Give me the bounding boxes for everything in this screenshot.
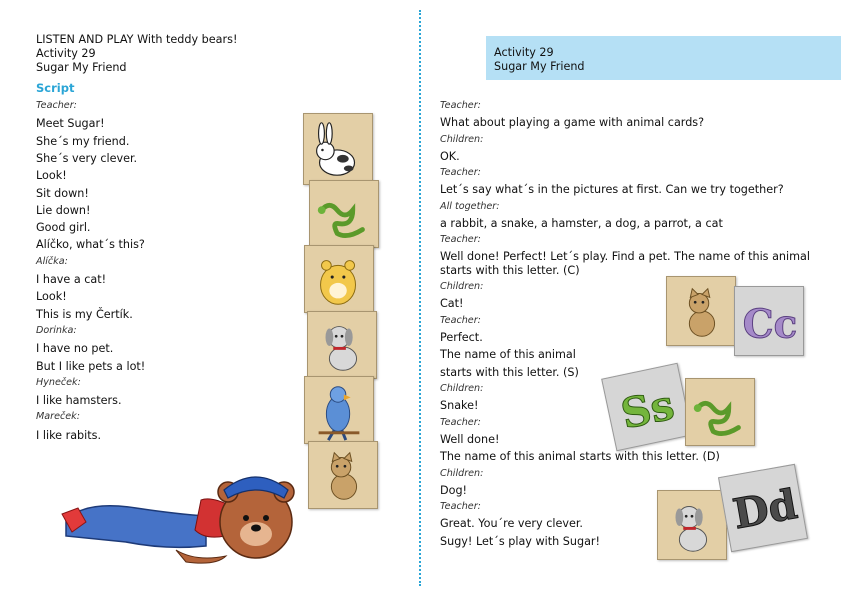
speaker-label: All together: — [440, 200, 500, 212]
letter-d-icon — [719, 465, 807, 551]
speaker-label: Children: — [440, 467, 484, 479]
speech-line: She´s very clever. — [36, 151, 138, 165]
letter-c-icon — [735, 287, 803, 355]
speech-line: This is my Čertík. — [36, 307, 133, 321]
snake-card-right — [685, 378, 755, 446]
speech-line: Meet Sugar! — [36, 117, 105, 131]
speech-line: Dog! — [440, 483, 468, 497]
speech-line: Let´s say what´s in the pictures at first. Can we try together? — [440, 183, 784, 196]
speech-line: What about playing a game with animal cards? — [440, 116, 705, 129]
cat-card-right — [666, 276, 736, 346]
speech-line: The name of this animal starts with this letter. (D) — [440, 450, 720, 463]
hamster-icon — [305, 246, 373, 312]
speech-line: starts with this letter. (C) — [440, 263, 580, 277]
snake-card — [309, 180, 379, 248]
left-header — [36, 33, 237, 75]
speech-line: I like hamsters. — [36, 394, 122, 408]
cat-card — [308, 441, 378, 509]
teddy-bear-illustration — [56, 470, 296, 570]
speaker-label: Teacher: — [440, 314, 481, 326]
activity-title: Sugar My Friend — [36, 61, 127, 74]
speaker-label: Teacher: — [440, 234, 481, 245]
speaker-label: Children: — [440, 281, 484, 292]
letter-c-card — [734, 286, 804, 356]
speech-line: Sit down! — [36, 186, 89, 200]
banner-activity-number: Activity 29 — [494, 46, 554, 59]
speech-line: Cat! — [440, 297, 464, 310]
book-title: LISTEN AND PLAY With teddy bears! — [36, 33, 238, 46]
speech-line: Alíčko, what´s this? — [36, 238, 145, 252]
svg-text:Ss: Ss — [616, 380, 679, 439]
dog-icon — [308, 312, 376, 378]
speech-line: Well done! Perfect! Let´s play. Find a pet. The name of this animal — [440, 250, 810, 263]
snake-icon — [310, 181, 378, 247]
parrot-icon — [305, 377, 373, 443]
rabbit-icon — [304, 114, 372, 184]
activity-number: Activity 29 — [36, 47, 96, 60]
dog-icon — [658, 491, 726, 559]
cat-icon — [309, 442, 377, 508]
speech-line: I like rabits. — [36, 428, 102, 442]
svg-text:Dd: Dd — [729, 480, 801, 539]
speech-line: Look! — [36, 169, 67, 183]
speaker-label: Teacher: — [440, 100, 481, 111]
cat-icon — [667, 277, 735, 345]
speech-line: The name of this animal — [440, 348, 576, 361]
script-heading: Script — [36, 81, 75, 95]
speech-line: Lie down! — [36, 203, 91, 217]
speech-line: Sugy! Let´s play with Sugar! — [440, 534, 601, 548]
speaker-label: Teacher: — [36, 100, 77, 111]
speech-line: starts with this letter. (S) — [440, 365, 579, 379]
speech-line: Great. You´re very clever. — [440, 517, 583, 530]
speaker-label: Mareček: — [36, 411, 80, 423]
speech-line: Perfect. — [440, 330, 483, 344]
speaker-label: Teacher: — [440, 416, 481, 428]
page-divider — [419, 10, 421, 586]
speaker-label: Alíčka: — [36, 255, 68, 267]
speech-line: Look! — [36, 290, 67, 304]
right-banner — [486, 36, 841, 80]
hamster-card — [304, 245, 374, 313]
speech-line: I have no pet. — [36, 342, 114, 356]
speaker-label: Teacher: — [440, 167, 481, 178]
svg-text:Cc: Cc — [742, 302, 798, 348]
speech-line: OK. — [440, 149, 460, 163]
letter-s-card — [601, 363, 693, 452]
speaker-label: Children: — [440, 383, 484, 394]
speaker-label: Children: — [440, 133, 484, 145]
dog-card-right — [657, 490, 727, 560]
letter-d-card — [718, 464, 808, 552]
speech-line: Snake! — [440, 399, 479, 412]
speaker-label: Teacher: — [440, 501, 481, 512]
letter-s-icon — [602, 364, 691, 450]
banner-activity-title: Sugar My Friend — [494, 60, 585, 73]
speech-line: Good girl. — [36, 221, 91, 235]
speech-line: a rabbit, a snake, a hamster, a dog, a parrot, a cat — [440, 216, 723, 230]
rabbit-card — [303, 113, 373, 185]
parrot-card — [304, 376, 374, 444]
speech-line: But I like pets a lot! — [36, 359, 146, 373]
speech-line: Well done! — [440, 432, 500, 446]
speech-line: She´s my friend. — [36, 134, 130, 148]
snake-icon — [686, 379, 754, 445]
speech-line: I have a cat! — [36, 273, 107, 286]
speaker-label: Dorinka: — [36, 324, 77, 336]
dog-card — [307, 311, 377, 379]
speaker-label: Hyneček: — [36, 376, 81, 388]
